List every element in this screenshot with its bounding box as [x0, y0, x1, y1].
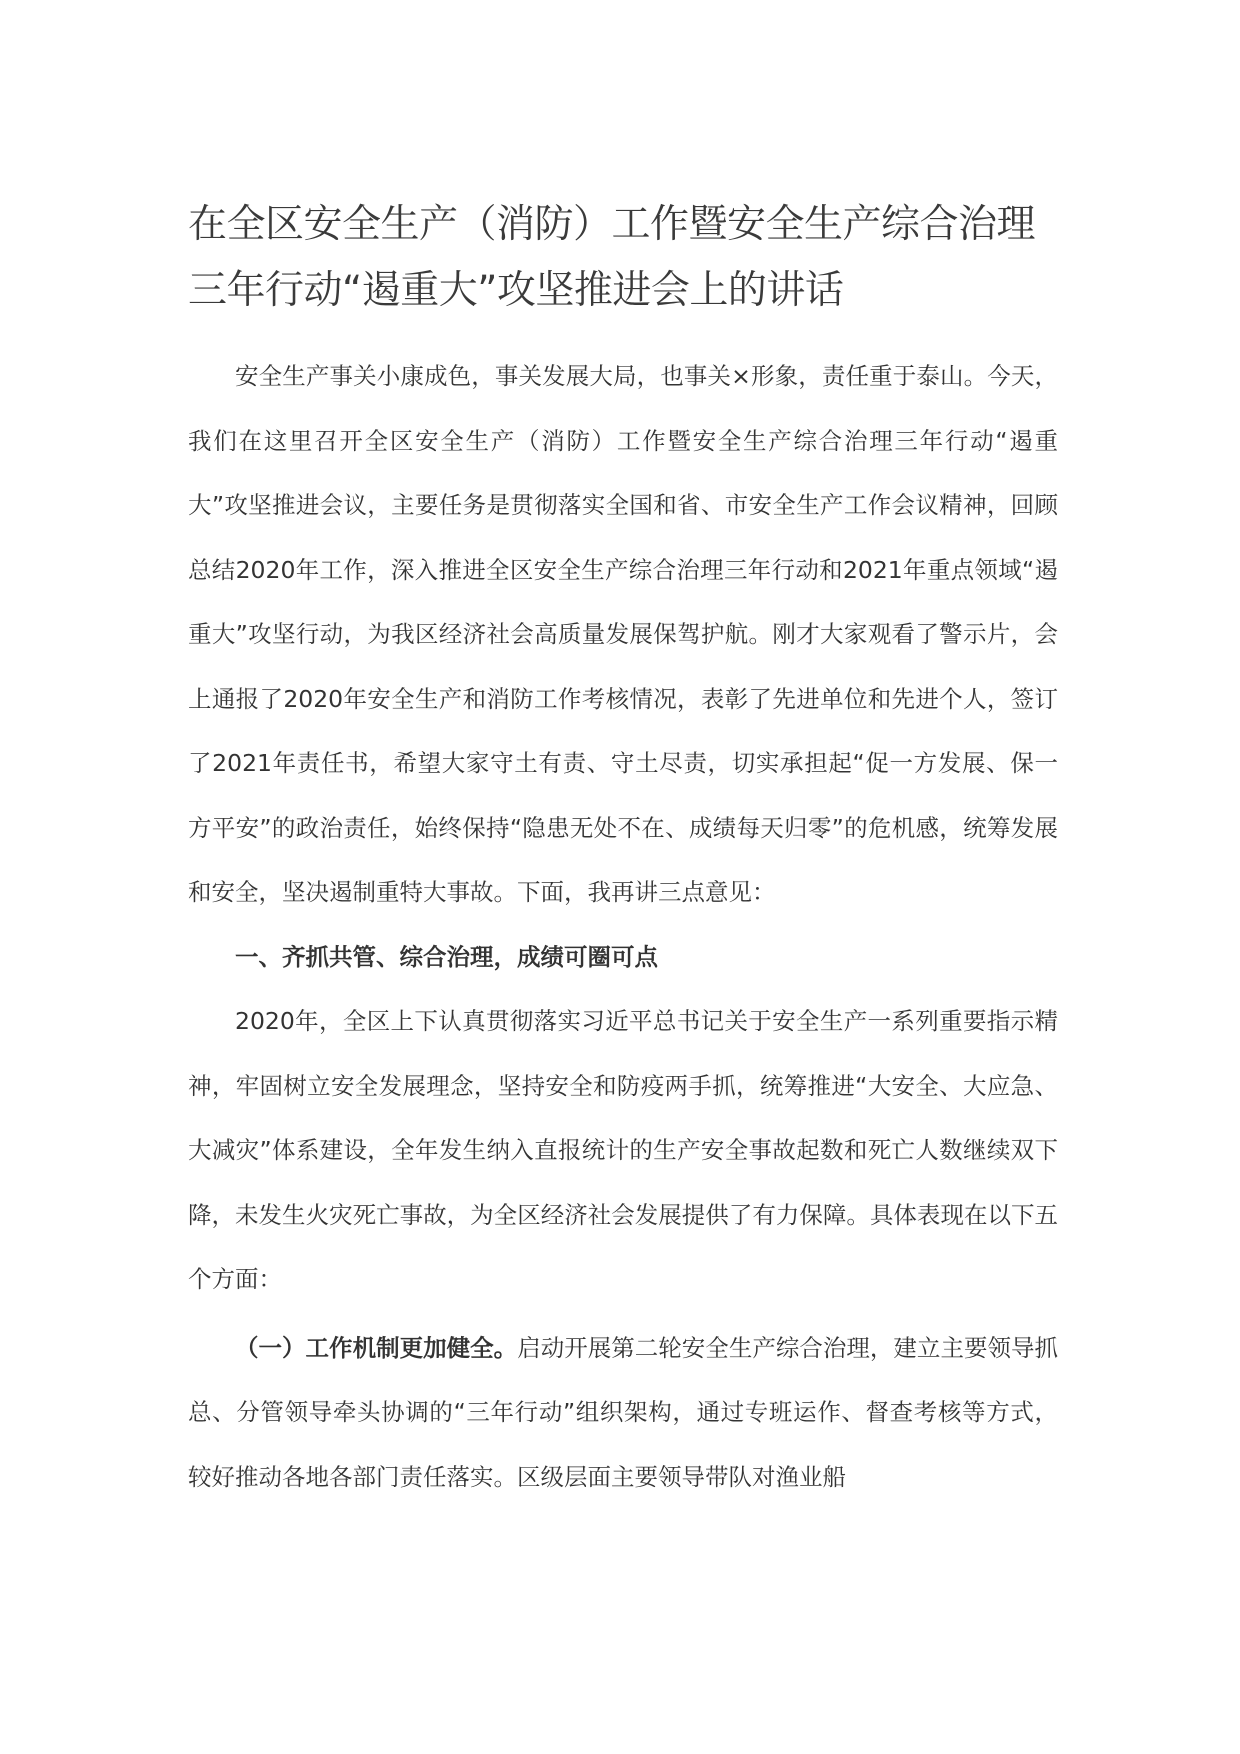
subsection-1-text: 启动开展第二轮安全生产综合治理，建立主要领导抓总、分管领导牵头协调的“三年行动”组织架构，通过专班运作、督查考核等方式，较好推动各地各部门责任落实。区级层面主要领导带队对渔业船 — [188, 1333, 1059, 1491]
document-body — [188, 192, 1058, 1509]
subsection-1-lead: （一）工作机制更加健全。 — [235, 1333, 518, 1362]
intro-paragraph: 安全生产事关小康成色，事关发展大局，也事关×形象，责任重于泰山。今天，我们在这里召开全区安全生产（消防）工作暨安全生产综合治理三年行动“遏重大”攻坚推进会议，主要任务是贯彻落实全国和省、市安全生产工作会议精神，回顾总结2020年工作，深入推进全区安全生产综合治理三年行动和2021年重点领域“遏重大”攻坚行动，为我区经济社会高质量发展保驾护航。刚才大家观看了警示片，会上通报了2020年安全生产和消防工作考核情况，表彰了先进单位和先进个人，签订了2021年责任书，希望大家守土有责、守土尽责，切实承担起“促一方发展、保一方平安”的政治责任，始终保持“隐患无处不在、成绩每天归零”的危机感，统筹发展和安全，坚决遏制重特大事故。下面，我再讲三点意见： — [188, 362, 1058, 906]
section-heading-1: 一、齐抓共管、综合治理，成绩可圈可点 — [235, 942, 658, 971]
section-1-paragraph: 2020年，全区上下认真贯彻落实习近平总书记关于安全生产一系列重要指示精神，牢固树立安全发展理念，坚持安全和防疫两手抓，统筹推进“大安全、大应急、大减灾”体系建设，全年发生纳入直报统计的生产安全事故起数和死亡人数继续双下降，未发生火灾死亡事故，为全区经济社会发展提供了有力保障。具体表现在以下五个方面： — [188, 1007, 1058, 1293]
subsection-1-paragraph — [188, 1316, 1058, 1510]
document-title: 在全区安全生产（消防）工作暨安全生产综合治理三年行动“遏重大”攻坚推进会上的讲话 — [188, 202, 1036, 313]
